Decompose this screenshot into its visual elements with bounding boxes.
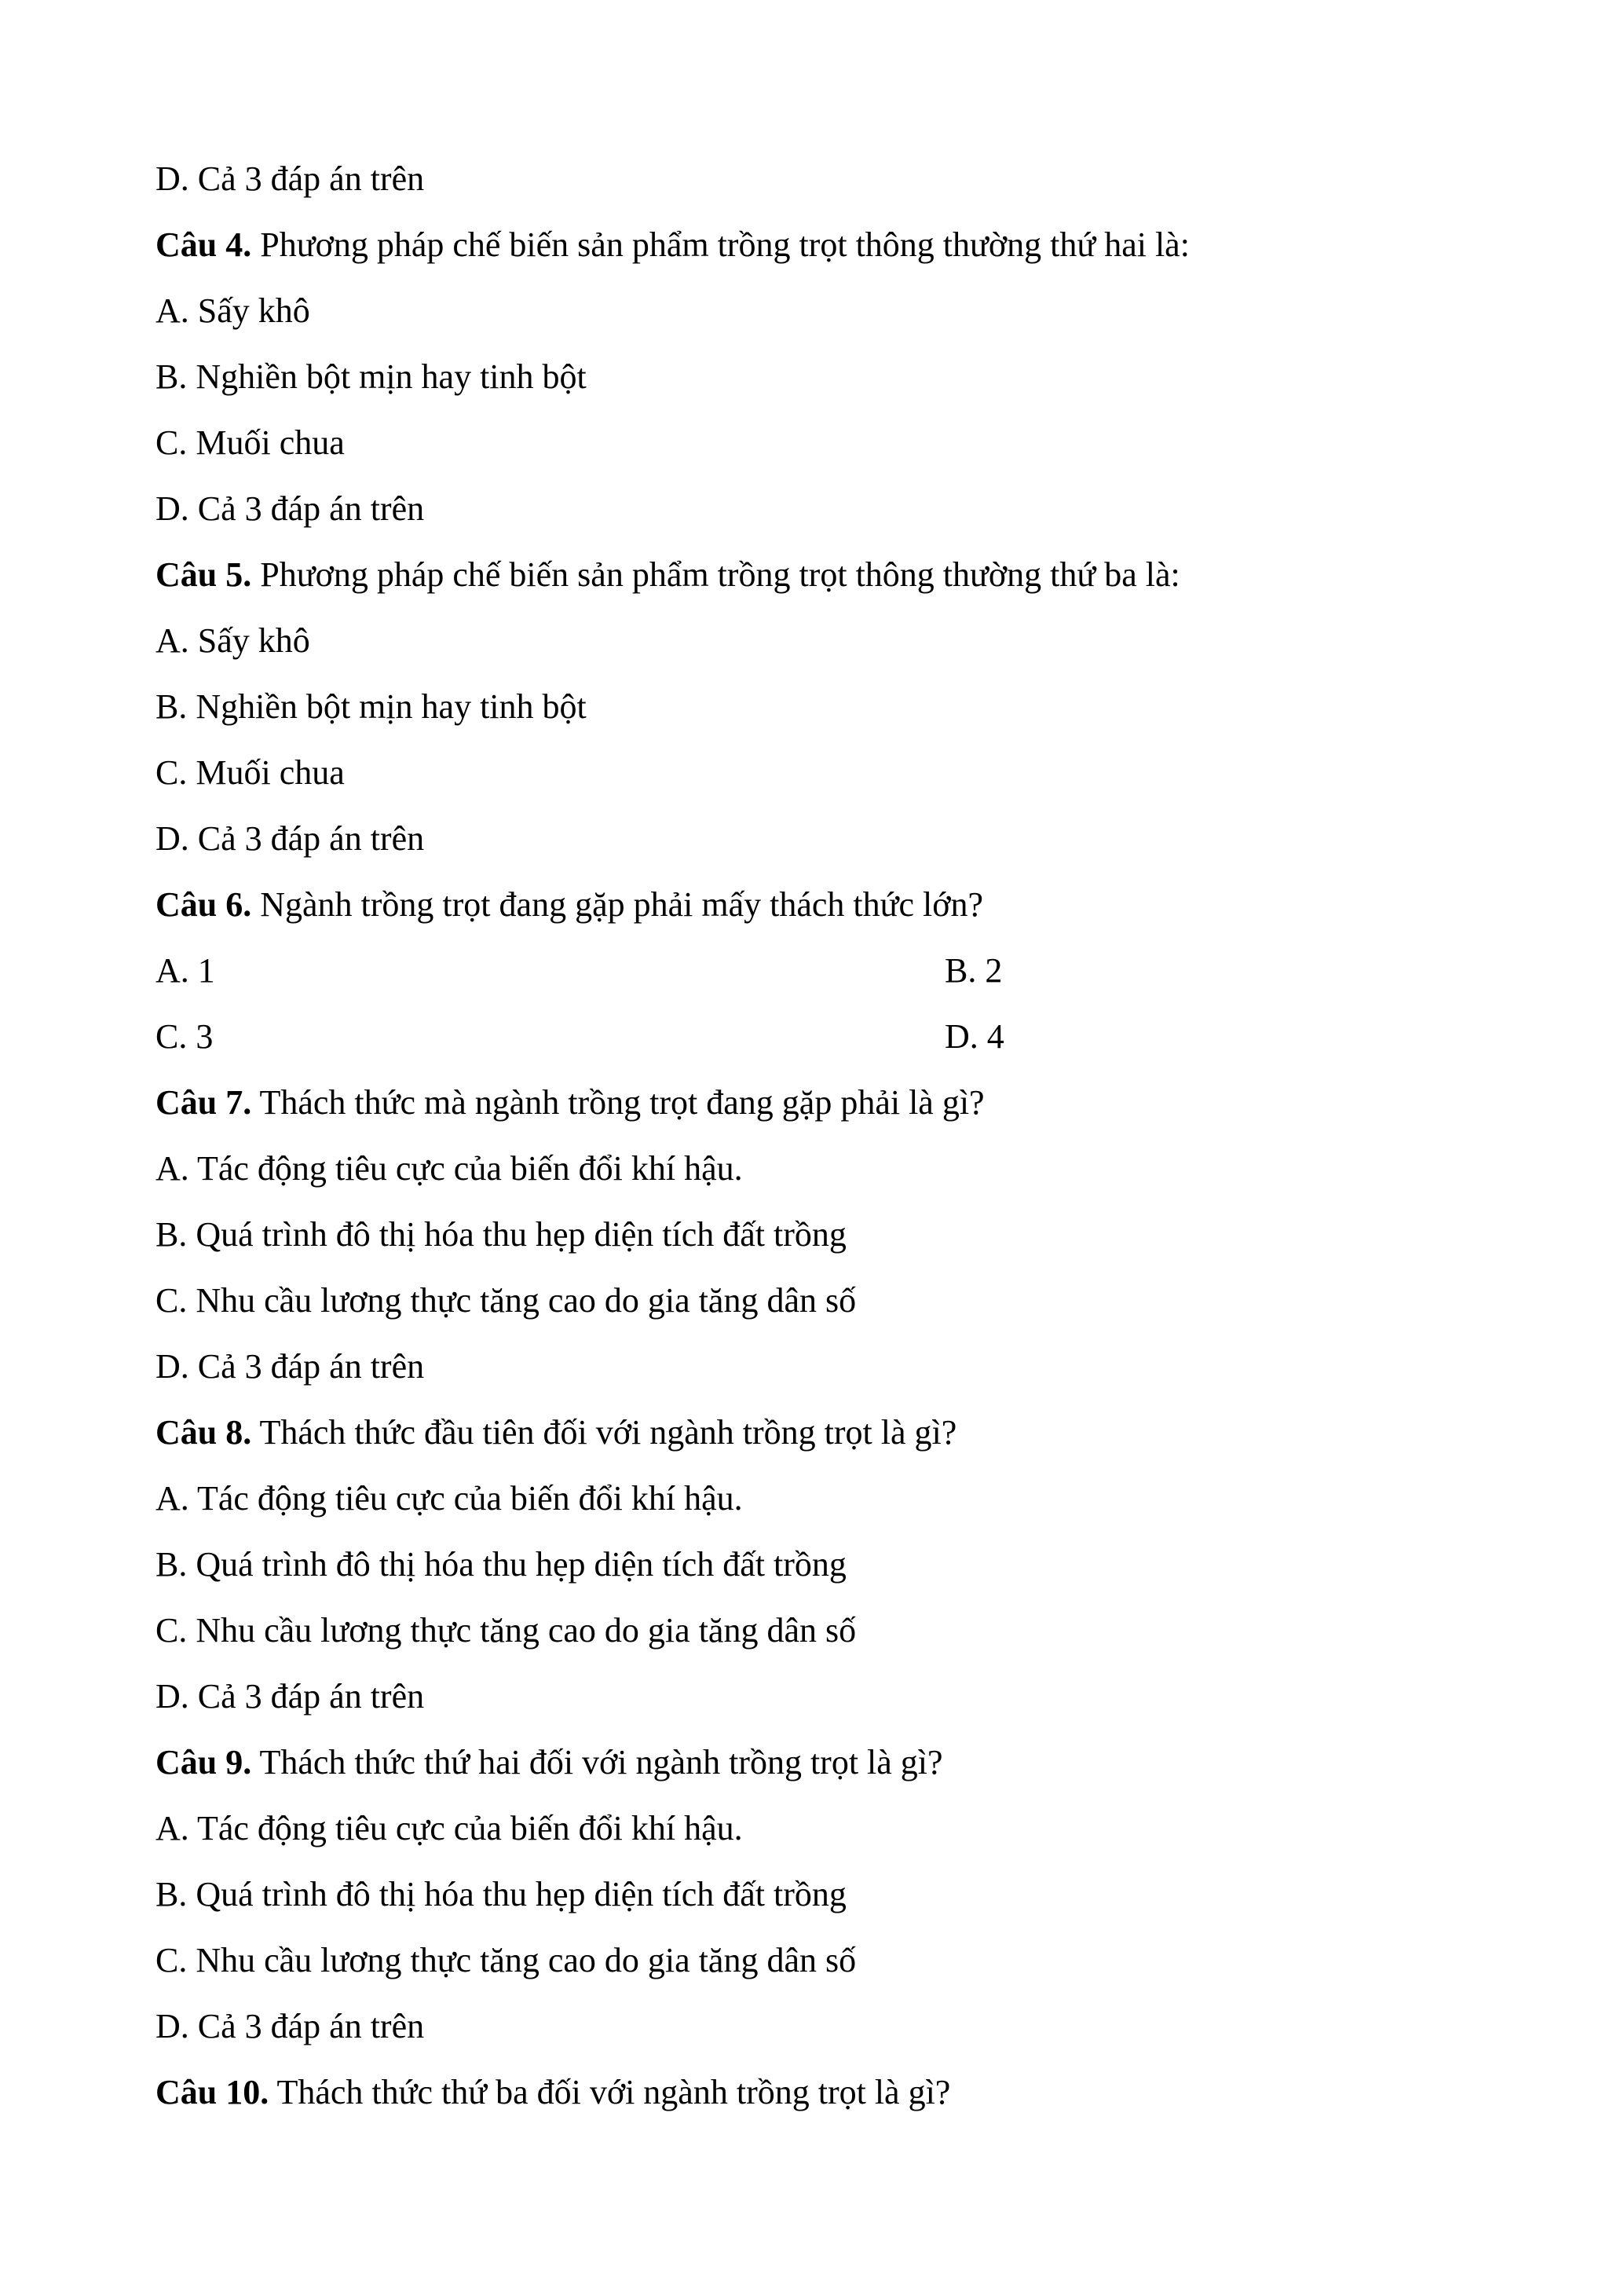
answer-option: B. Nghiền bột mịn hay tinh bột xyxy=(155,687,587,726)
question-label: Câu 5. xyxy=(155,555,252,594)
answer-option: D. Cả 3 đáp án trên xyxy=(155,489,425,528)
question-6: Câu 6. Ngành trồng trọt đang gặp phải mấy thách thức lớn? xyxy=(155,885,984,924)
question-label: Câu 7. xyxy=(155,1083,252,1122)
answer-option: D. Cả 3 đáp án trên xyxy=(155,159,425,198)
answer-option: D. 4 xyxy=(945,1017,1004,1056)
answer-option: C. Muối chua xyxy=(155,753,345,792)
answer-option: C. Nhu cầu lương thực tăng cao do gia tăng dân số xyxy=(155,1281,857,1320)
question-5: Câu 5. Phương pháp chế biến sản phẩm trồng trọt thông thường thứ ba là: xyxy=(155,555,1180,594)
question-label: Câu 6. xyxy=(155,885,252,924)
answer-option: A. Tác động tiêu cực của biến đổi khí hậu. xyxy=(155,1149,743,1188)
answer-option: A. Tác động tiêu cực của biến đổi khí hậu. xyxy=(155,1809,743,1847)
question-label: Câu 8. xyxy=(155,1413,252,1452)
answer-option: A. 1 xyxy=(155,951,215,990)
answer-option: B. Quá trình đô thị hóa thu hẹp diện tích đất trồng xyxy=(155,1875,847,1913)
question-label: Câu 10. xyxy=(155,2073,269,2111)
question-10: Câu 10. Thách thức thứ ba đối với ngành trồng trọt là gì? xyxy=(155,2073,951,2111)
answer-option: C. Muối chua xyxy=(155,423,345,462)
answer-option: D. Cả 3 đáp án trên xyxy=(155,2007,425,2045)
question-8: Câu 8. Thách thức đầu tiên đối với ngành trồng trọt là gì? xyxy=(155,1413,957,1452)
answer-option: A. Sấy khô xyxy=(155,291,310,330)
answer-option: B. 2 xyxy=(945,951,1003,990)
answer-option: C. Nhu cầu lương thực tăng cao do gia tăng dân số xyxy=(155,1941,857,1979)
question-label: Câu 9. xyxy=(155,1743,252,1782)
question-7: Câu 7. Thách thức mà ngành trồng trọt đang gặp phải là gì? xyxy=(155,1083,985,1122)
question-4: Câu 4. Phương pháp chế biến sản phẩm trồng trọt thông thường thứ hai là: xyxy=(155,225,1190,264)
answer-option: B. Nghiền bột mịn hay tinh bột xyxy=(155,357,587,396)
answer-option: D. Cả 3 đáp án trên xyxy=(155,819,425,858)
answer-option: D. Cả 3 đáp án trên xyxy=(155,1677,425,1716)
answer-option: B. Quá trình đô thị hóa thu hẹp diện tích đất trồng xyxy=(155,1545,847,1584)
answer-option: B. Quá trình đô thị hóa thu hẹp diện tích đất trồng xyxy=(155,1215,847,1254)
answer-option: C. Nhu cầu lương thực tăng cao do gia tăng dân số xyxy=(155,1611,857,1650)
question-9: Câu 9. Thách thức thứ hai đối với ngành trồng trọt là gì? xyxy=(155,1743,943,1782)
answer-option: C. 3 xyxy=(155,1017,214,1056)
answer-option: D. Cả 3 đáp án trên xyxy=(155,1347,425,1386)
question-label: Câu 4. xyxy=(155,225,252,264)
answer-option: A. Sấy khô xyxy=(155,621,310,660)
answer-option: A. Tác động tiêu cực của biến đổi khí hậu. xyxy=(155,1479,743,1518)
